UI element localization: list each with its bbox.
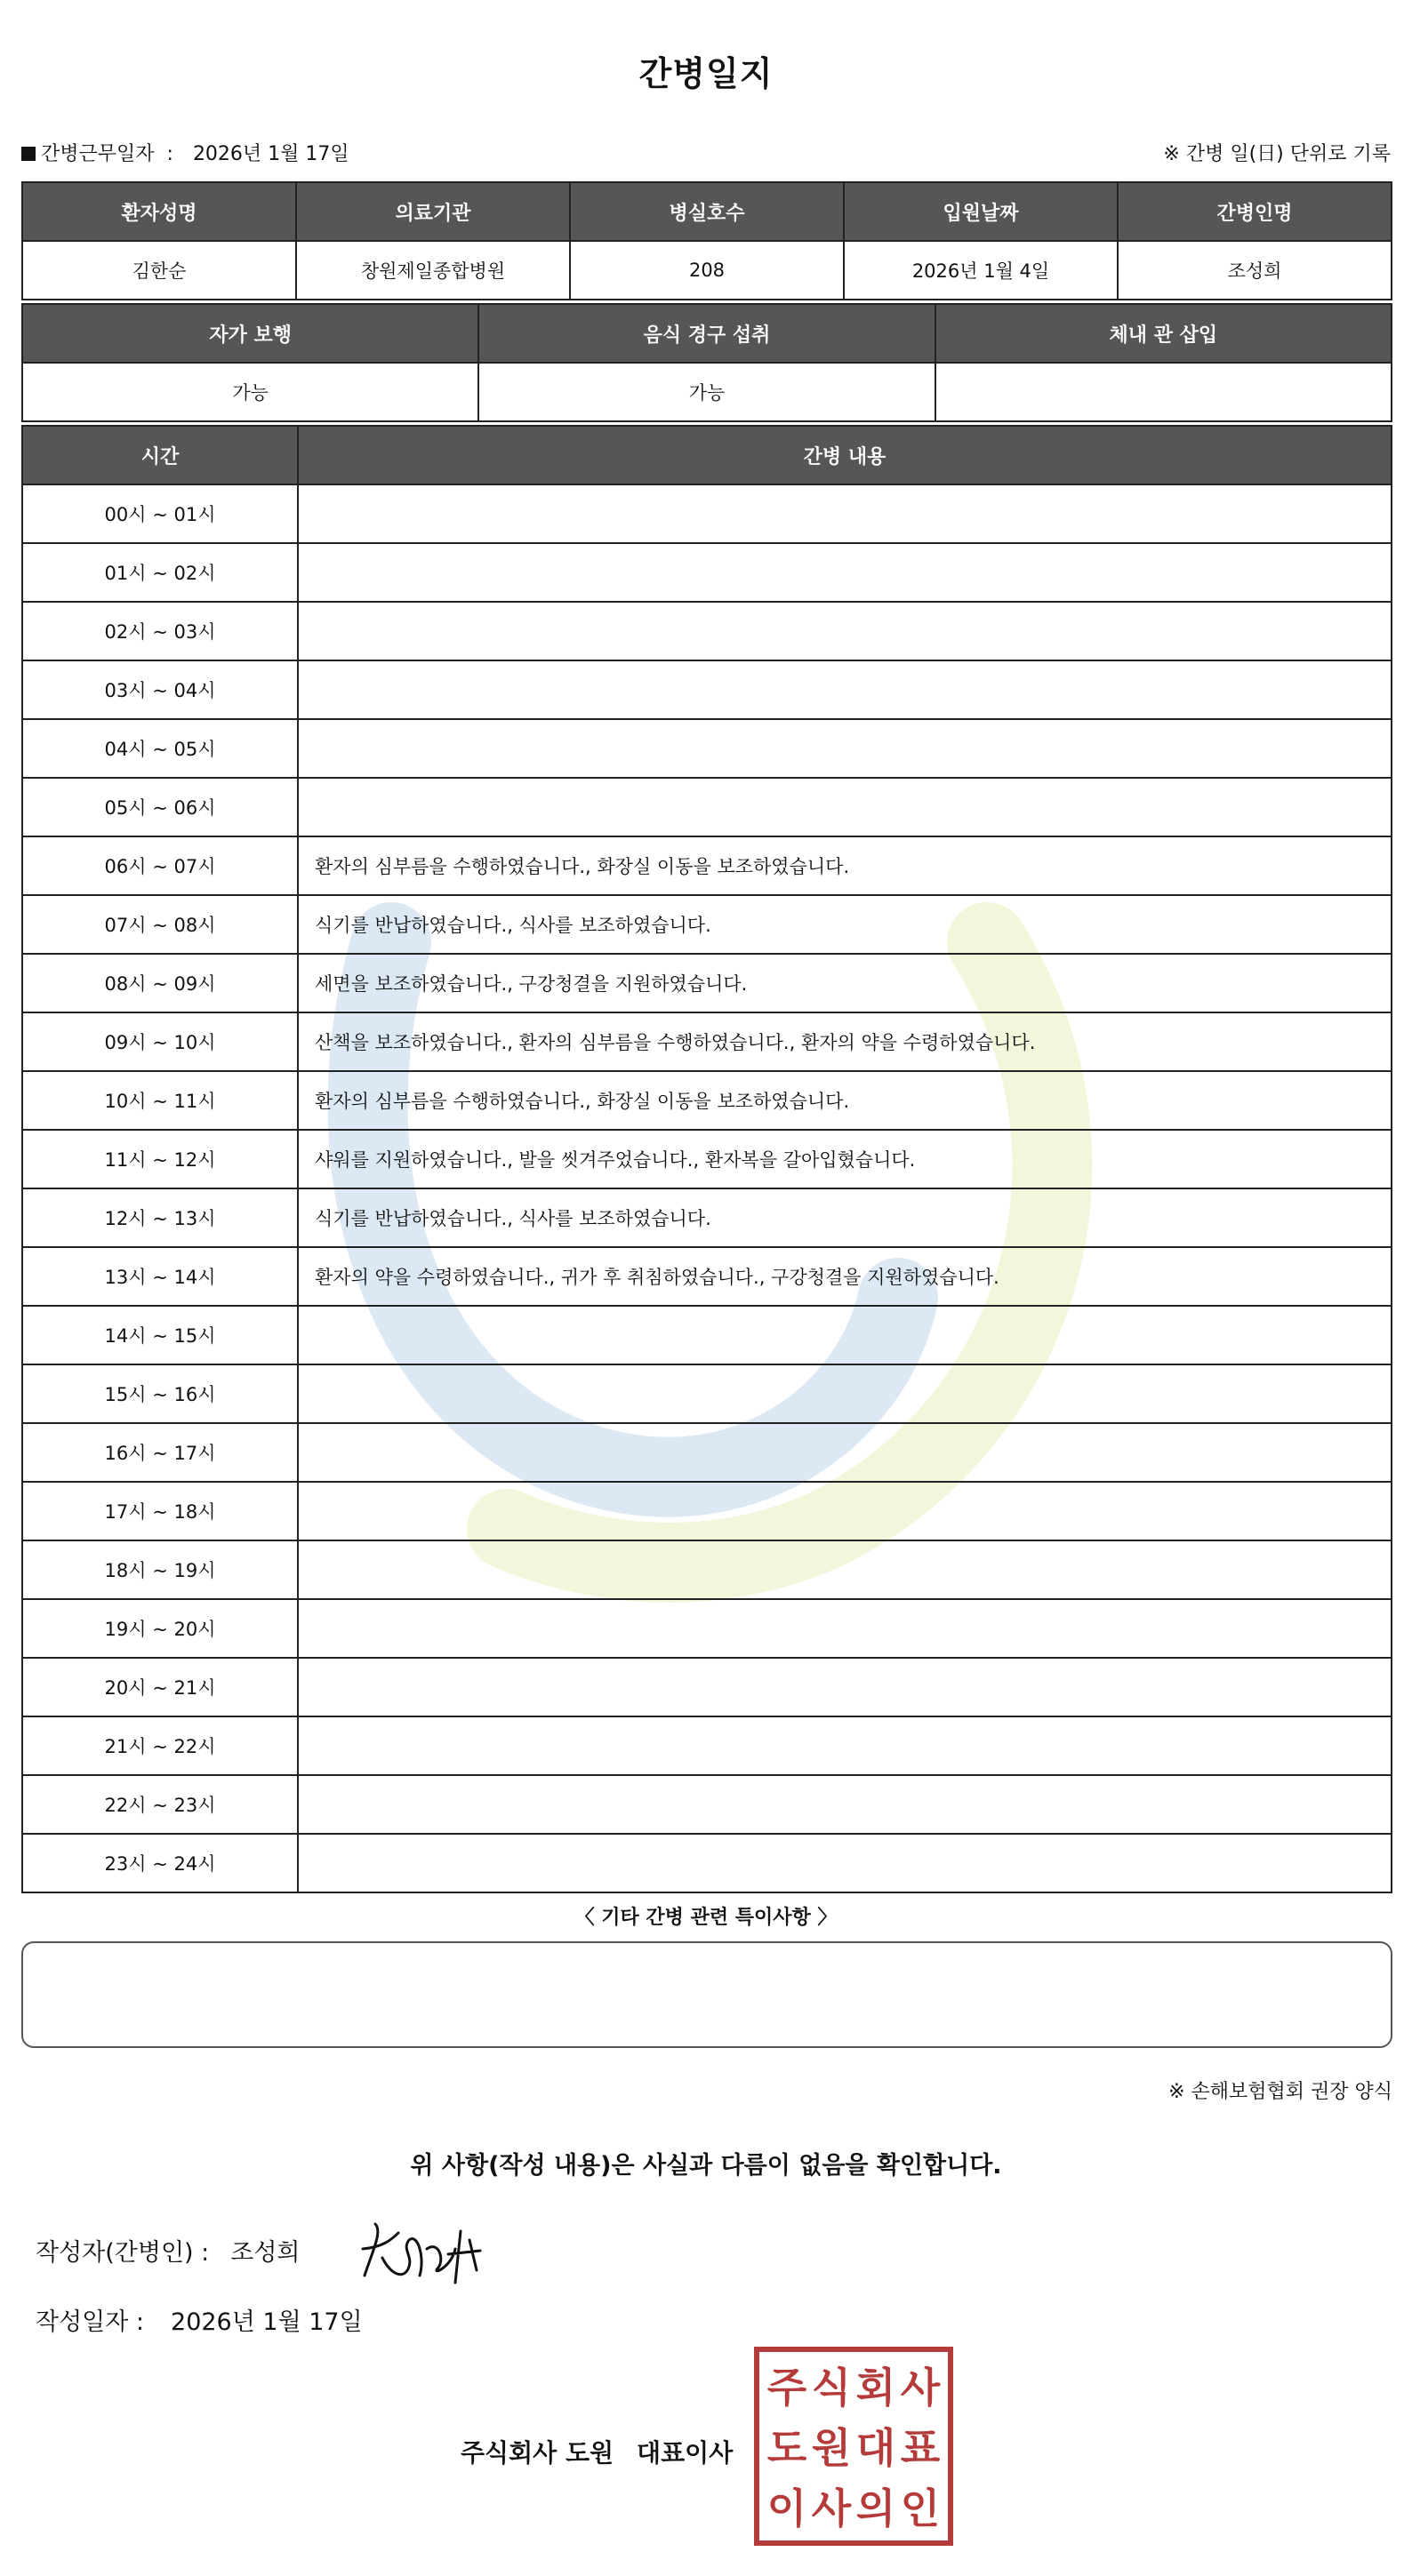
writer-label: 작성자(간병인) : xyxy=(36,2239,210,2267)
log-content-cell: 환자의 약을 수령하였습니다., 귀가 후 취침하였습니다., 구강청결을 지원하였습니다. xyxy=(298,1247,1392,1306)
log-content-cell: 샤워를 지원하였습니다., 발을 씻겨주었습니다., 환자복을 갈아입혔습니다. xyxy=(298,1130,1392,1188)
patient-name: 김한순 xyxy=(22,241,296,300)
log-content-cell xyxy=(298,778,1392,836)
log-time-cell: 15시 ~ 16시 xyxy=(22,1364,298,1423)
caregiver-name: 조성희 xyxy=(1118,241,1392,300)
room-number: 208 xyxy=(570,241,844,300)
log-row xyxy=(22,836,1392,895)
header-tube-insertion: 체내 관 삽입 xyxy=(935,304,1392,363)
info-header-row xyxy=(22,182,1392,241)
seal-char: 의 xyxy=(855,2484,896,2532)
recommend-note: ※ 손해보험협회 권장 양식 xyxy=(1168,2081,1392,2103)
log-row xyxy=(22,1599,1392,1658)
log-row xyxy=(22,778,1392,836)
log-time-cell: 19시 ~ 20시 xyxy=(22,1599,298,1658)
log-time-cell: 01시 ~ 02시 xyxy=(22,543,298,602)
company-seal-stamp xyxy=(754,2347,953,2546)
notes-title: 〈 기타 간병 관련 특이사항 〉 xyxy=(574,1907,838,1929)
seal-char: 표 xyxy=(900,2424,941,2472)
header-time: 시간 xyxy=(22,426,298,484)
handwritten-signature xyxy=(356,2213,498,2297)
log-content-cell xyxy=(298,1364,1392,1423)
log-content-cell xyxy=(298,1306,1392,1364)
log-content-cell: 산책을 보조하였습니다., 환자의 심부름을 수행하였습니다., 환자의 약을 수령하였습니다. xyxy=(298,1012,1392,1071)
log-time-cell: 06시 ~ 07시 xyxy=(22,836,298,895)
log-time-cell: 13시 ~ 14시 xyxy=(22,1247,298,1306)
log-row xyxy=(22,1364,1392,1423)
log-content-cell: 식기를 반납하였습니다., 식사를 보조하였습니다. xyxy=(298,895,1392,954)
log-row xyxy=(22,543,1392,602)
log-row xyxy=(22,1540,1392,1599)
oral-intake-value: 가능 xyxy=(478,363,935,421)
log-row xyxy=(22,1716,1392,1775)
notes-box xyxy=(21,1941,1392,2048)
log-row xyxy=(22,602,1392,660)
header-patient-name: 환자성명 xyxy=(22,182,296,241)
info-value-row xyxy=(22,241,1392,300)
log-time-cell: 22시 ~ 23시 xyxy=(22,1775,298,1834)
log-content-cell: 환자의 심부름을 수행하였습니다., 화장실 이동을 보조하였습니다. xyxy=(298,836,1392,895)
log-row xyxy=(22,1423,1392,1482)
header-hospital: 의료기관 xyxy=(296,182,570,241)
written-date-value: 2026년 1월 17일 xyxy=(171,2308,363,2336)
log-content-cell xyxy=(298,1775,1392,1834)
log-time-cell: 03시 ~ 04시 xyxy=(22,660,298,719)
ability-header-row xyxy=(22,304,1392,363)
log-content-cell xyxy=(298,1716,1392,1775)
log-content-cell xyxy=(298,660,1392,719)
log-row xyxy=(22,660,1392,719)
log-row xyxy=(22,954,1392,1012)
written-date-line xyxy=(36,2302,363,2337)
log-row xyxy=(22,1247,1392,1306)
tube-insertion-value xyxy=(935,363,1392,421)
work-date-value: 2026년 1월 17일 xyxy=(192,143,349,165)
log-row xyxy=(22,1188,1392,1247)
log-time-cell: 20시 ~ 21시 xyxy=(22,1658,298,1716)
log-row xyxy=(22,484,1392,543)
log-row xyxy=(22,1071,1392,1130)
log-content-cell xyxy=(298,1599,1392,1658)
seal-char: 사 xyxy=(811,2484,852,2532)
work-date-group xyxy=(21,139,349,166)
log-content-cell xyxy=(298,1834,1392,1892)
log-header-row xyxy=(22,426,1392,484)
confirm-statement: 위 사항(작성 내용)은 사실과 다름이 없음을 확인합니다. xyxy=(410,2152,1002,2180)
self-walking-value: 가능 xyxy=(22,363,478,421)
work-date-label: 간병근무일자 xyxy=(41,143,155,165)
header-caregiver-name: 간병인명 xyxy=(1118,182,1392,241)
log-row xyxy=(22,1775,1392,1834)
log-time-cell: 11시 ~ 12시 xyxy=(22,1130,298,1188)
log-time-cell: 12시 ~ 13시 xyxy=(22,1188,298,1247)
log-content-cell xyxy=(298,1423,1392,1482)
log-content-cell: 환자의 심부름을 수행하였습니다., 화장실 이동을 보조하였습니다. xyxy=(298,1071,1392,1130)
seal-char: 원 xyxy=(811,2424,852,2472)
admission-date: 2026년 1월 4일 xyxy=(844,241,1118,300)
log-content-cell xyxy=(298,1540,1392,1599)
signature-icon xyxy=(356,2213,498,2293)
writer-line xyxy=(36,2233,301,2268)
log-time-cell: 16시 ~ 17시 xyxy=(22,1423,298,1482)
header-care-content: 간병 내용 xyxy=(298,426,1392,484)
log-content-cell xyxy=(298,1658,1392,1716)
patient-info-table xyxy=(21,181,1392,300)
log-row xyxy=(22,1482,1392,1540)
log-time-cell: 18시 ~ 19시 xyxy=(22,1540,298,1599)
log-time-cell: 17시 ~ 18시 xyxy=(22,1482,298,1540)
unit-note: ※ 간병 일(日) 단위로 기록 xyxy=(1163,143,1391,165)
log-row xyxy=(22,1130,1392,1188)
square-bullet-icon xyxy=(21,147,36,161)
header-room-number: 병실호수 xyxy=(570,182,844,241)
log-body xyxy=(22,484,1392,1892)
seal-char: 주 xyxy=(766,2364,807,2412)
company-name: 주식회사 도원 xyxy=(461,2438,614,2468)
header-oral-intake: 음식 경구 섭취 xyxy=(478,304,935,363)
colon: : xyxy=(166,143,173,165)
log-time-cell: 09시 ~ 10시 xyxy=(22,1012,298,1071)
seal-char: 회 xyxy=(855,2364,896,2412)
care-log-table xyxy=(21,425,1392,1893)
representative-title: 대표이사 xyxy=(637,2438,734,2468)
seal-char: 인 xyxy=(900,2484,941,2532)
log-time-cell: 10시 ~ 11시 xyxy=(22,1071,298,1130)
log-row xyxy=(22,1834,1392,1892)
log-row xyxy=(22,1012,1392,1071)
hospital-name: 창원제일종합병원 xyxy=(296,241,570,300)
seal-char: 식 xyxy=(811,2364,852,2412)
log-time-cell: 08시 ~ 09시 xyxy=(22,954,298,1012)
writer-name: 조성희 xyxy=(230,2239,301,2267)
log-time-cell: 05시 ~ 06시 xyxy=(22,778,298,836)
log-content-cell xyxy=(298,602,1392,660)
log-row xyxy=(22,1306,1392,1364)
log-row xyxy=(22,1658,1392,1716)
header-self-walking: 자가 보행 xyxy=(22,304,478,363)
log-content-cell: 식기를 반납하였습니다., 식사를 보조하였습니다. xyxy=(298,1188,1392,1247)
log-time-cell: 02시 ~ 03시 xyxy=(22,602,298,660)
seal-char: 대 xyxy=(855,2424,896,2472)
log-time-cell: 14시 ~ 15시 xyxy=(22,1306,298,1364)
log-time-cell: 23시 ~ 24시 xyxy=(22,1834,298,1892)
meta-row xyxy=(21,139,1391,167)
log-time-cell: 21시 ~ 22시 xyxy=(22,1716,298,1775)
log-content-cell xyxy=(298,484,1392,543)
log-time-cell: 07시 ~ 08시 xyxy=(22,895,298,954)
patient-ability-table xyxy=(21,303,1392,422)
seal-char: 이 xyxy=(766,2484,807,2532)
log-row xyxy=(22,719,1392,778)
header-admission-date: 입원날짜 xyxy=(844,182,1118,241)
page-title: 간병일지 xyxy=(638,54,774,93)
log-content-cell xyxy=(298,1482,1392,1540)
log-time-cell: 00시 ~ 01시 xyxy=(22,484,298,543)
log-content-cell xyxy=(298,543,1392,602)
written-date-label: 작성일자 : xyxy=(36,2308,145,2336)
seal-char: 사 xyxy=(900,2364,941,2412)
ability-value-row xyxy=(22,363,1392,421)
log-content-cell xyxy=(298,719,1392,778)
log-content-cell: 세면을 보조하였습니다., 구강청결을 지원하였습니다. xyxy=(298,954,1392,1012)
log-time-cell: 04시 ~ 05시 xyxy=(22,719,298,778)
log-row xyxy=(22,895,1392,954)
company-line xyxy=(461,2434,733,2469)
seal-char: 도 xyxy=(766,2424,807,2472)
